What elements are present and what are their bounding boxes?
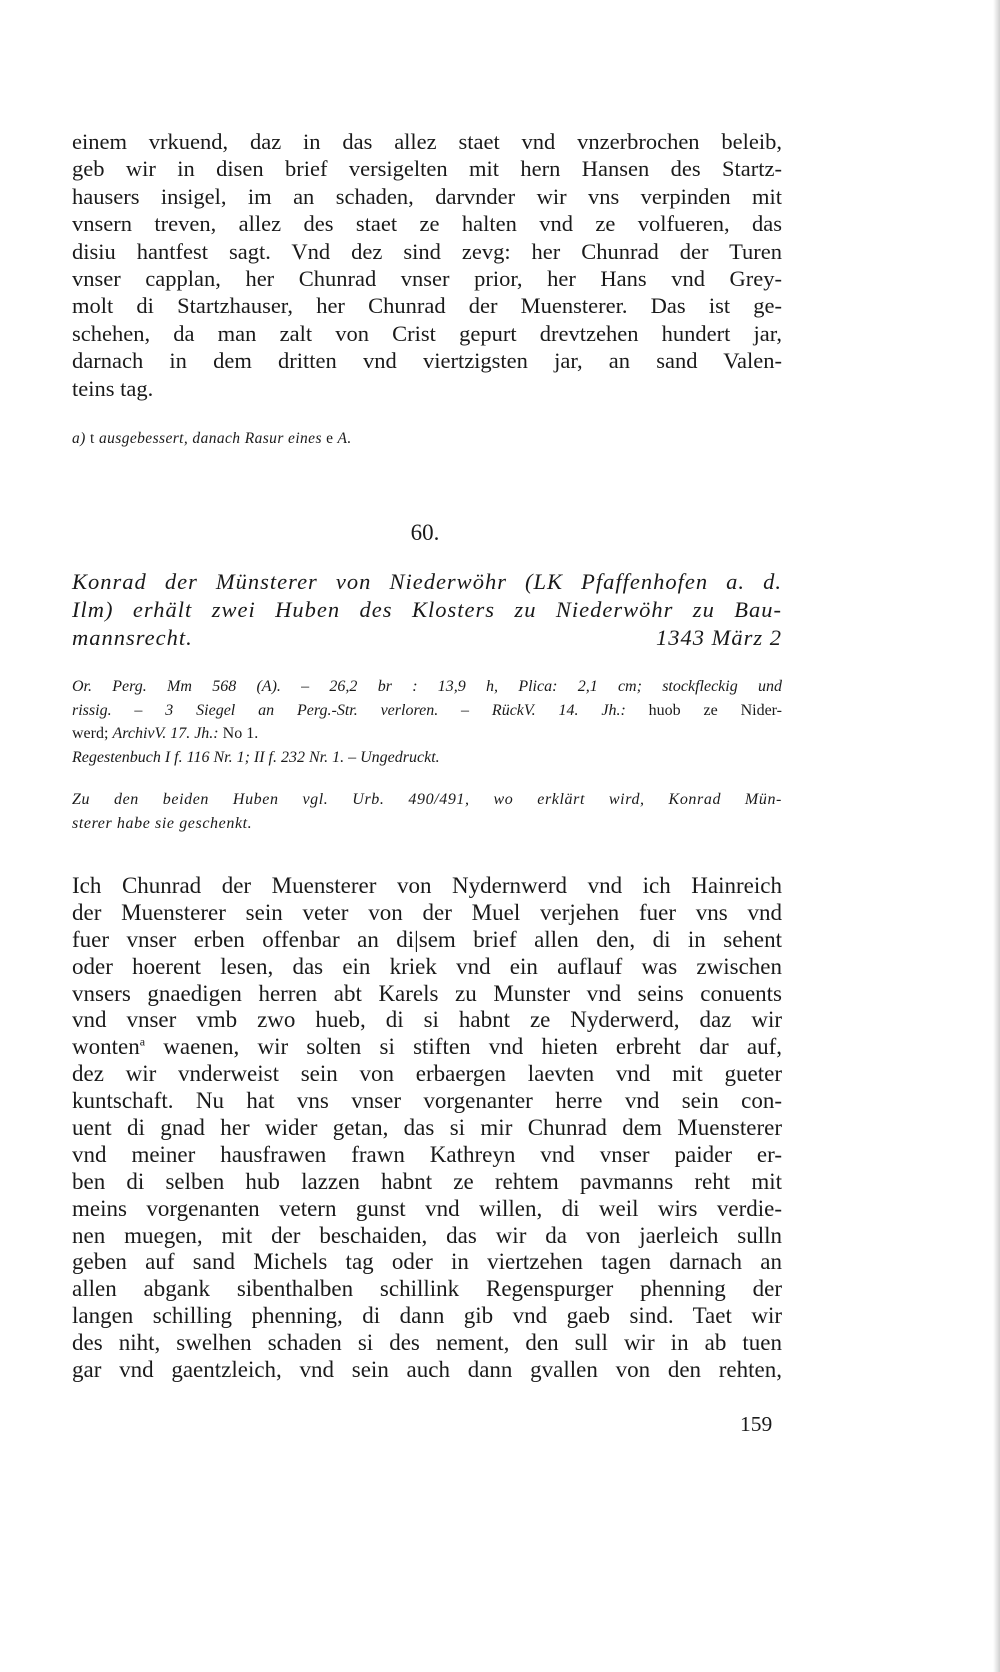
main-text-word: wonten: [72, 1034, 140, 1060]
main-text-line: vnd meiner hausfrawen frawn Kathreyn vnd vnser paider er-: [72, 1141, 782, 1167]
text-line: vnsern treven, allez des staet ze halten vnd ze volfueren, das: [72, 211, 782, 237]
footnote-reference: a: [139, 1034, 146, 1049]
text-line: vnser capplan, her Chunrad vnser prior, her Hans vnd Grey-: [72, 265, 782, 291]
comment-line: sterer habe sie geschenkt.: [72, 814, 253, 832]
footnote-letter: t: [90, 430, 95, 447]
regest-line-text: mannsrecht.: [72, 625, 193, 650]
apparatus-plain: werd;: [72, 725, 113, 742]
text-line: molt di Startzhauser, her Chunrad der Muensterer. Das ist ge-: [72, 293, 782, 319]
main-text-line: vnsers gnaedigen herren abt Karels zu Munster vnd seins conuents: [72, 980, 782, 1006]
apparatus-plain: huob ze Nider-: [625, 701, 783, 719]
text-line: schehen, da man zalt von Crist gepurt drevtzehen hundert jar,: [72, 320, 782, 346]
footnote-source: A.: [337, 430, 352, 447]
footnote-letter-2: e: [326, 430, 334, 447]
text-line: darnach in dem dritten vnd viertzigsten jar, an sand Valen-: [72, 348, 782, 374]
main-text-line: langen schilling phenning, di dann gib vnd gaeb sind. Taet wir: [72, 1303, 782, 1329]
text-line: einem vrkuend, daz in das allez staet vnd vnzerbrochen beleib,: [72, 129, 782, 154]
main-text-line: oder hoerent lesen, das ein kriek vnd ein auflauf was zwischen: [72, 953, 782, 979]
text-line: hausers insigel, im an schaden, darvnder wir vns verpinden mit: [72, 183, 782, 209]
comment-line: Zu den beiden Huben vgl. Urb. 490/491, wo erklärt wird, Konrad Mün-: [72, 791, 782, 808]
text-line: disiu hantfest sagt. Vnd dez sind zevg: her Chunrad der Turen: [72, 238, 782, 264]
main-text-line: meins vorgenanten vetern gunst vnd willen, di weil wirs verdie-: [72, 1195, 782, 1221]
document-number: 60.: [410, 520, 440, 545]
main-text-line: kuntschaft. Nu hat vns vnser vorgenanter herre vnd sein con-: [72, 1088, 782, 1114]
previous-document-text: [72, 128, 782, 402]
main-text-line: der Muensterer sein veter von der Muel verjehen fuer vns vnd: [72, 899, 782, 925]
regest-date: 1343 März 2: [655, 625, 782, 650]
apparatus-line: Or. Perg. Mm 568 (A). – 26,2 br : 13,9 h, Plica: 2,1 cm; stockfleckig und: [72, 678, 782, 695]
apparatus-line: [72, 722, 782, 746]
main-text-line: gar vnd gaentzleich, vnd sein auch dann gvallen von den rehten,: [72, 1357, 782, 1383]
main-text-rest: waenen, wir solten si stiften vnd hieten erbreht dar auf,: [145, 1034, 782, 1060]
text-line: geb wir in disen brief versigelten mit hern Hansen des Startz-: [72, 156, 782, 182]
main-text-line: vnd vnser vmb zwo hueb, di si habnt ze Nyderwerd, daz wir: [72, 1007, 782, 1033]
apparatus-italic: ArchivV. 17. Jh.:: [112, 725, 219, 742]
main-text-line: allen abgank sibenthalben schillink Regenspurger phenning der: [72, 1276, 782, 1302]
main-text-line: ben di selben hub lazzen habnt ze rehtem pavmanns reht mit: [72, 1168, 782, 1194]
editorial-comment: [72, 788, 782, 835]
regest-line: Ilm) erhält zwei Huben des Klosters zu Niederwöhr zu Bau-: [72, 597, 782, 622]
page-number: 159: [740, 1412, 773, 1436]
critical-apparatus: [72, 675, 782, 769]
apparatus-plain: No 1.: [218, 725, 259, 742]
main-text-line: uent di gnad her wider getan, das si mir Chunrad dem Muensterer: [72, 1115, 782, 1141]
text-line: teins tag.: [72, 375, 154, 401]
apparatus-line: Regestenbuch I f. 116 Nr. 1; II f. 232 Nr. 1. – Ungedruckt.: [72, 748, 440, 766]
apparatus-line: [72, 699, 782, 723]
main-text-line: [72, 1034, 782, 1061]
footnote-text: ausgebessert, danach Rasur eines: [99, 430, 322, 447]
main-text-line: Ich Chunrad der Muensterer von Nydernwerd vnd ich Hainreich: [72, 873, 782, 898]
regest-line: Konrad der Münsterer von Niederwöhr (LK Pfaffenhofen a. d.: [72, 569, 782, 594]
page-edge-shadow: [993, 0, 1000, 1672]
apparatus-italic: rissig. – 3 Siegel an Perg.-Str. verloren. – RückV. 14. Jh.:: [72, 701, 626, 719]
main-text-line: des niht, swelhen schaden si des nement, den sull wir in ab tuen: [72, 1330, 782, 1356]
main-text-line: dez wir vnderweist sein von erbaergen laevten vnd mit gueter: [72, 1061, 782, 1087]
main-text-line: fuer vnser erben offenbar an di|sem brief allen den, di in sehent: [72, 926, 782, 952]
main-text-line: nen muegen, mit der beschaiden, das wir da von jaerleich sulln: [72, 1222, 782, 1248]
regest-line: [72, 624, 782, 652]
main-document-text: [72, 873, 782, 1384]
footnote-mark: a): [72, 430, 86, 447]
footnote: [72, 430, 352, 448]
main-text-line: geben auf sand Michels tag oder in viertzehen tagen darnach an: [72, 1249, 782, 1275]
regest-heading: [72, 568, 782, 652]
